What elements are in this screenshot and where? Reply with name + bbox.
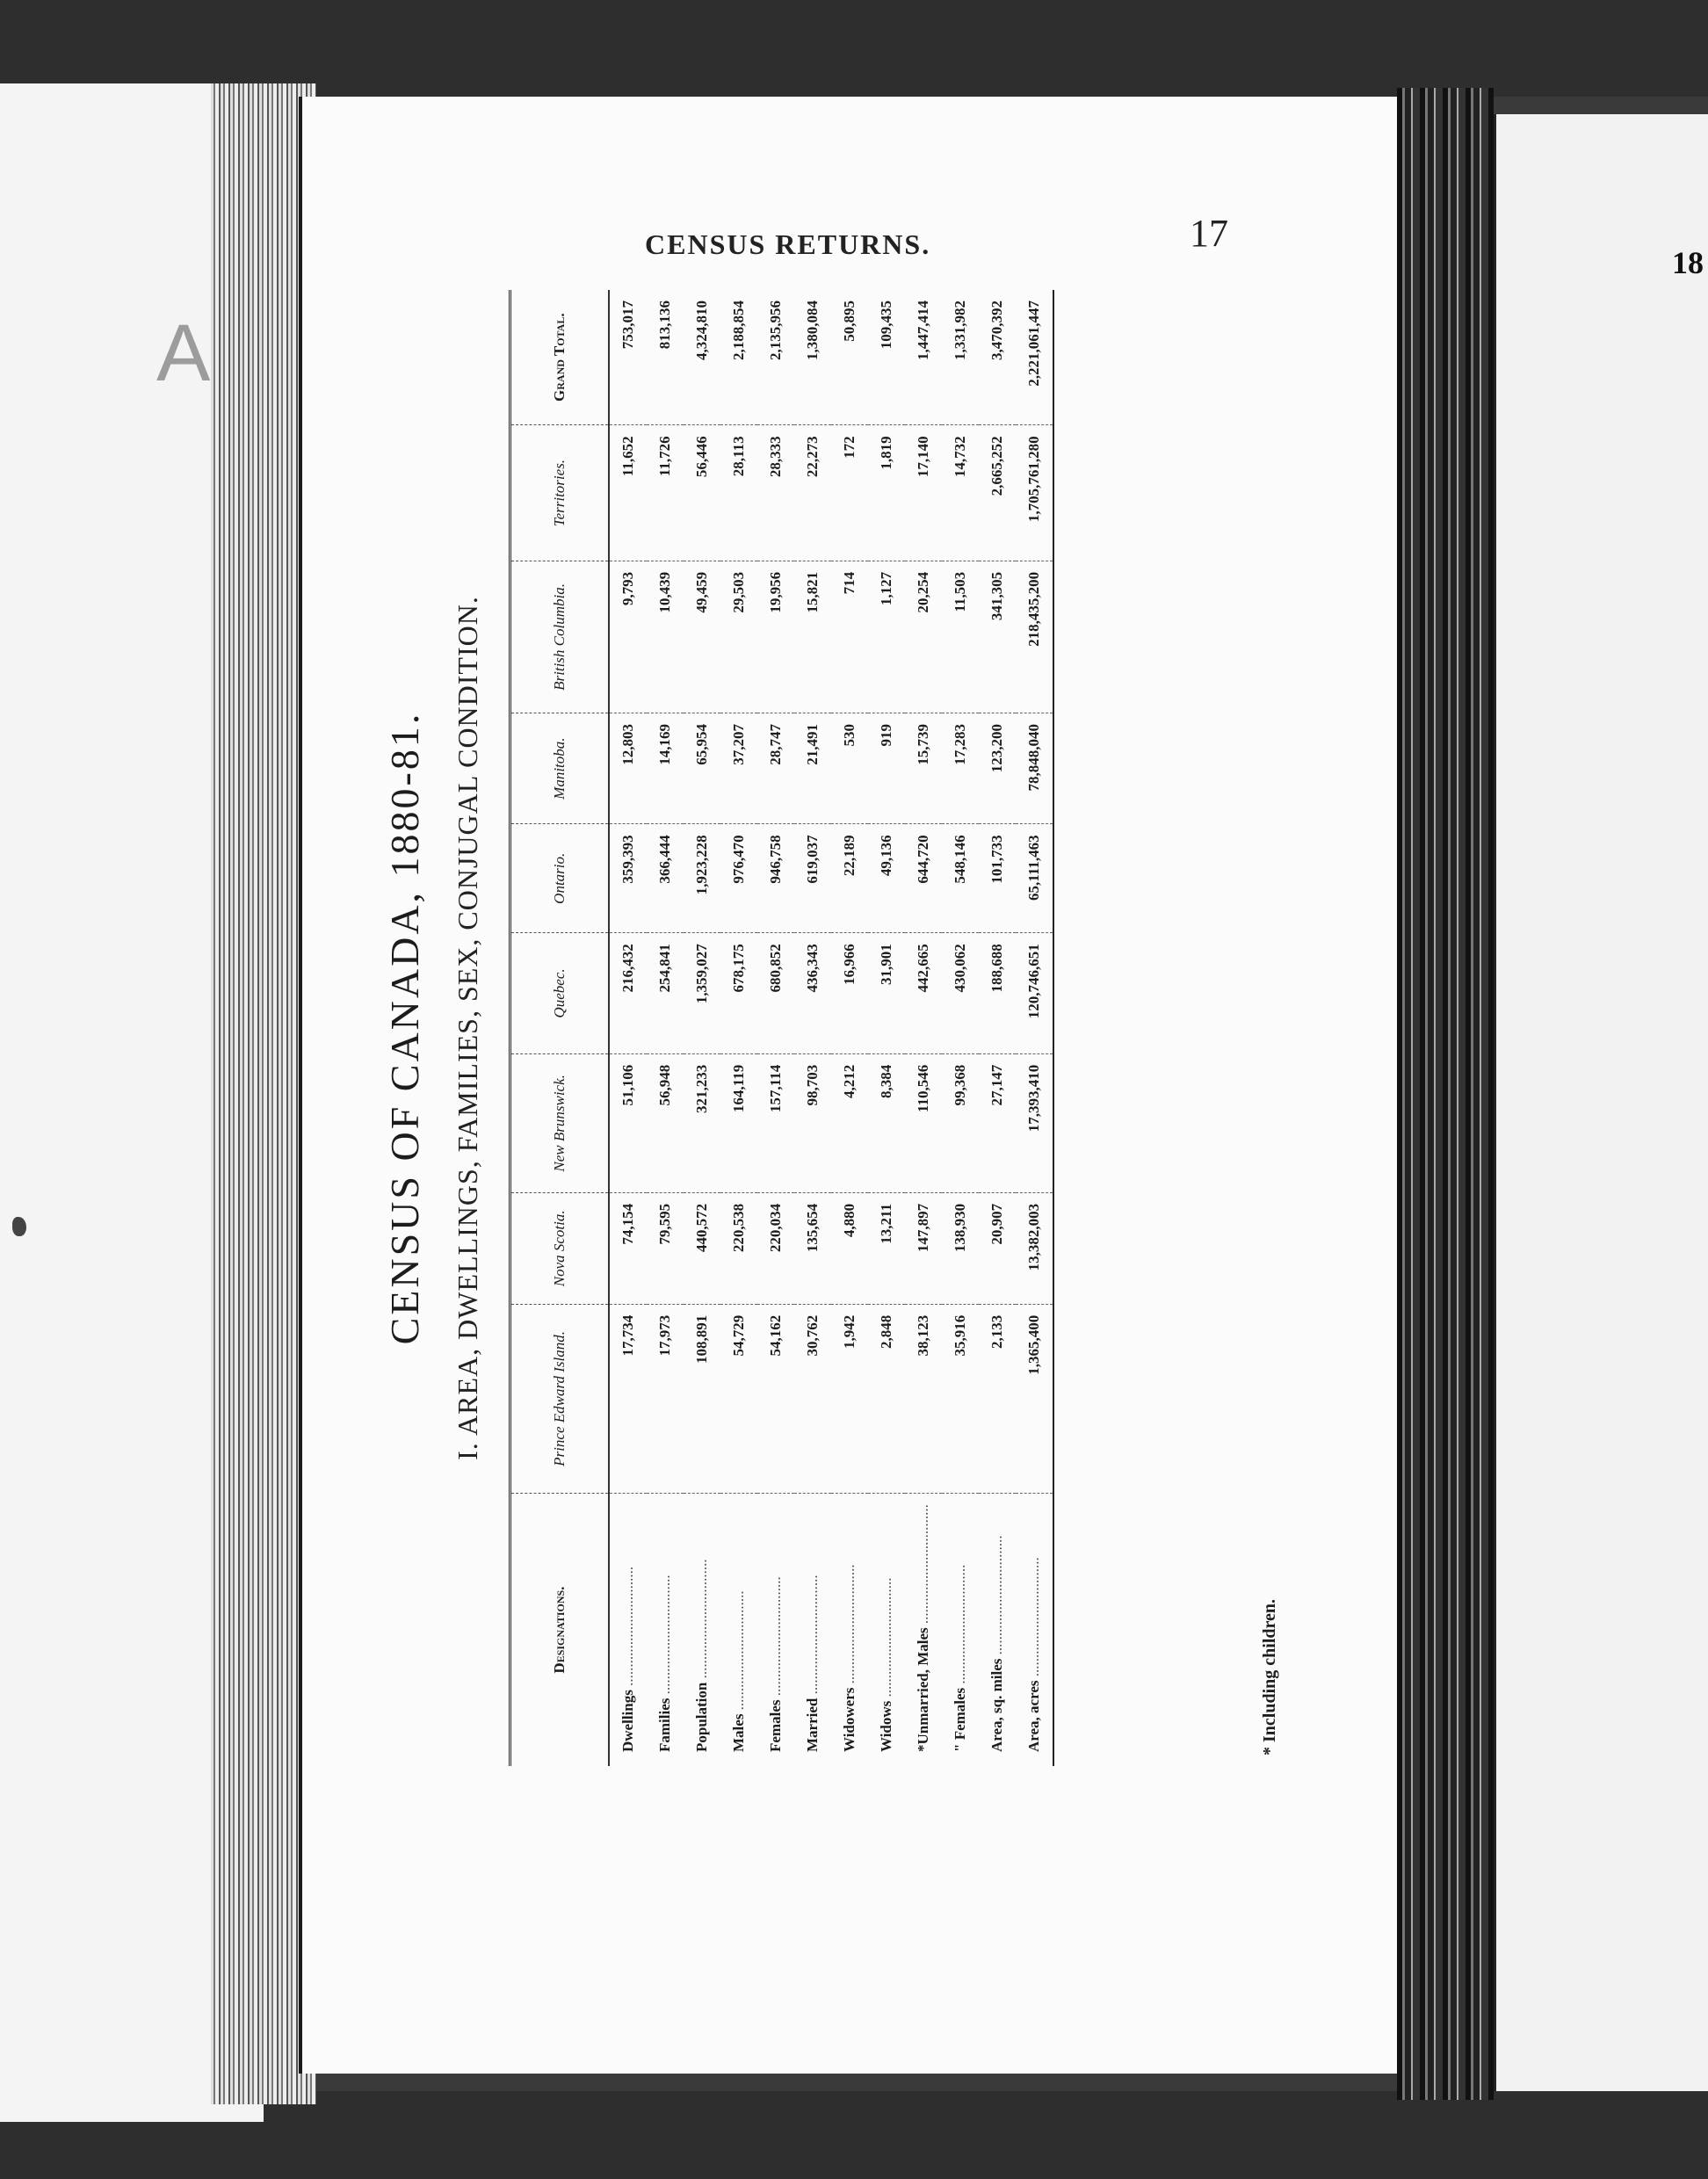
table-row [609, 290, 647, 1766]
table-cell: 220,538 [720, 1192, 757, 1304]
table-cell: 37,207 [720, 713, 757, 823]
table-cell: 78,848,040 [1016, 713, 1053, 823]
table-cell: 120,746,651 [1016, 933, 1053, 1054]
table-cell: 11,652 [609, 425, 647, 561]
table-cell: 2,133 [979, 1304, 1016, 1493]
column-header: Manitoba. [510, 713, 610, 823]
row-label: *Unmarried, Males ..... [905, 1494, 942, 1766]
table-cell: 21,491 [794, 713, 831, 823]
table-cell: 341,305 [979, 561, 1016, 713]
table-cell: 2,135,956 [757, 290, 794, 425]
table-cell: 548,146 [942, 824, 979, 933]
table-cell: 29,503 [720, 561, 757, 713]
table-cell: 22,273 [794, 425, 831, 561]
table-cell: 530 [831, 713, 868, 823]
table-cell: 1,942 [831, 1304, 868, 1493]
table-cell: 220,034 [757, 1192, 794, 1304]
row-label: Widows ..... [868, 1494, 905, 1766]
row-label: Area, acres ..... [1016, 1494, 1053, 1766]
table-cell: 56,948 [647, 1053, 684, 1192]
table-cell: 74,154 [609, 1192, 647, 1304]
table-cell: 619,037 [794, 824, 831, 933]
table-cell: 3,470,392 [979, 290, 1016, 425]
table-row [942, 290, 979, 1766]
rotated-census-table-block [364, 290, 1400, 1766]
ink-blot [12, 1217, 26, 1236]
table-cell: 164,119 [720, 1053, 757, 1192]
table-cell: 4,324,810 [684, 290, 720, 425]
table-cell: 4,212 [831, 1053, 868, 1192]
table-cell: 442,665 [905, 933, 942, 1054]
table-cell: 813,136 [647, 290, 684, 425]
running-head: CENSUS RETURNS. [645, 228, 931, 260]
row-label: Females ..... [757, 1494, 794, 1766]
table-cell: 56,446 [684, 425, 720, 561]
table-cell: 27,147 [979, 1053, 1016, 1192]
book-spine [1397, 88, 1494, 2100]
table-cell: 108,891 [684, 1304, 720, 1493]
table-cell: 1,923,228 [684, 824, 720, 933]
table-row [905, 290, 942, 1766]
table-cell: 2,665,252 [979, 425, 1016, 561]
table-cell: 13,382,003 [1016, 1192, 1053, 1304]
table-row [794, 290, 831, 1766]
table-cell: 14,169 [647, 713, 684, 823]
table-cell: 8,384 [868, 1053, 905, 1192]
table-cell: 10,439 [647, 561, 684, 713]
table-cell: 28,333 [757, 425, 794, 561]
row-label: Dwellings ..... [609, 1494, 647, 1766]
pencil-mark: A [156, 308, 211, 398]
table-cell: 680,852 [757, 933, 794, 1054]
footnote: * Including children. [1260, 1598, 1279, 1756]
table-cell: 35,916 [942, 1304, 979, 1493]
table-cell: 157,114 [757, 1053, 794, 1192]
table-cell: 19,956 [757, 561, 794, 713]
table-cell: 54,729 [720, 1304, 757, 1493]
column-header: Prince Edward Island. [510, 1304, 610, 1493]
table-cell: 50,895 [831, 290, 868, 425]
column-header: Territories. [510, 425, 610, 561]
table-cell: 13,211 [868, 1192, 905, 1304]
table-cell: 188,688 [979, 933, 1016, 1054]
table-subtitle: I. AREA, DWELLINGS, FAMILIES, SEX, CONJUGAL CONDITION. [452, 596, 483, 1460]
table-cell: 1,365,400 [1016, 1304, 1053, 1493]
page-number: 17 [1190, 212, 1228, 255]
table-cell: 218,435,200 [1016, 561, 1053, 713]
table-row [647, 290, 684, 1766]
backdrop-top [0, 0, 1708, 97]
table-cell: 17,393,410 [1016, 1053, 1053, 1192]
table-cell: 359,393 [609, 824, 647, 933]
table-cell: 147,897 [905, 1192, 942, 1304]
table-cell: 65,954 [684, 713, 720, 823]
table-cell: 15,739 [905, 713, 942, 823]
table-cell: 11,726 [647, 425, 684, 561]
table-cell: 946,758 [757, 824, 794, 933]
table-cell: 172 [831, 425, 868, 561]
table-cell: 98,703 [794, 1053, 831, 1192]
table-cell: 1,380,084 [794, 290, 831, 425]
table-cell: 28,747 [757, 713, 794, 823]
table-row [831, 290, 868, 1766]
column-header: Designations. [510, 1494, 610, 1766]
table-cell: 2,221,061,447 [1016, 290, 1053, 425]
table-cell: 1,127 [868, 561, 905, 713]
table-cell: 216,432 [609, 933, 647, 1054]
table-cell: 430,062 [942, 933, 979, 1054]
table-cell: 644,720 [905, 824, 942, 933]
table-cell: 9,793 [609, 561, 647, 713]
table-cell: 17,734 [609, 1304, 647, 1493]
table-cell: 1,331,982 [942, 290, 979, 425]
row-label: Area, sq. miles ..... [979, 1494, 1016, 1766]
table-cell: 54,162 [757, 1304, 794, 1493]
table-cell: 138,930 [942, 1192, 979, 1304]
table-cell: 30,762 [794, 1304, 831, 1493]
table-cell: 678,175 [720, 933, 757, 1054]
table-cell: 366,444 [647, 824, 684, 933]
next-page [1494, 114, 1708, 2091]
table-row [1016, 290, 1053, 1766]
column-header: British Columbia. [510, 561, 610, 713]
row-label: " Females ..... [942, 1494, 979, 1766]
table-cell: 16,966 [831, 933, 868, 1054]
table-cell: 101,733 [979, 824, 1016, 933]
table-cell: 714 [831, 561, 868, 713]
row-label: Males ..... [720, 1494, 757, 1766]
table-row [684, 290, 720, 1766]
census-table [509, 290, 1054, 1766]
row-label: Families ..... [647, 1494, 684, 1766]
table-cell: 123,200 [979, 713, 1016, 823]
column-header: Nova Scotia. [510, 1192, 610, 1304]
column-header: Ontario. [510, 824, 610, 933]
next-page-number: 18 [1672, 245, 1704, 280]
column-header: Quebec. [510, 933, 610, 1054]
table-cell: 436,343 [794, 933, 831, 1054]
table-cell: 2,188,854 [720, 290, 757, 425]
table-cell: 1,819 [868, 425, 905, 561]
table-cell: 1,705,761,280 [1016, 425, 1053, 561]
table-cell: 12,803 [609, 713, 647, 823]
table-cell: 17,283 [942, 713, 979, 823]
book-page [299, 97, 1416, 2074]
column-header: Grand Total. [510, 290, 610, 425]
table-cell: 51,106 [609, 1053, 647, 1192]
table-cell: 753,017 [609, 290, 647, 425]
table-row [757, 290, 794, 1766]
table-cell: 135,654 [794, 1192, 831, 1304]
table-cell: 49,459 [684, 561, 720, 713]
table-cell: 22,189 [831, 824, 868, 933]
table-cell: 1,447,414 [905, 290, 942, 425]
table-cell: 976,470 [720, 824, 757, 933]
table-cell: 254,841 [647, 933, 684, 1054]
table-cell: 31,901 [868, 933, 905, 1054]
table-cell: 11,503 [942, 561, 979, 713]
table-row [979, 290, 1016, 1766]
table-cell: 65,111,463 [1016, 824, 1053, 933]
row-label: Married ..... [794, 1494, 831, 1766]
table-cell: 2,848 [868, 1304, 905, 1493]
table-cell: 17,140 [905, 425, 942, 561]
table-cell: 38,123 [905, 1304, 942, 1493]
table-cell: 14,732 [942, 425, 979, 561]
table-cell: 17,973 [647, 1304, 684, 1493]
table-title: CENSUS OF CANADA, 1880-81. [382, 711, 427, 1345]
table-cell: 110,546 [905, 1053, 942, 1192]
table-cell: 99,368 [942, 1053, 979, 1192]
table-cell: 440,572 [684, 1192, 720, 1304]
table-cell: 79,595 [647, 1192, 684, 1304]
row-label: Population ..... [684, 1494, 720, 1766]
column-header: New Brunswick. [510, 1053, 610, 1192]
table-cell: 321,233 [684, 1053, 720, 1192]
row-label: Widowers ..... [831, 1494, 868, 1766]
table-cell: 1,359,027 [684, 933, 720, 1054]
table-cell: 15,821 [794, 561, 831, 713]
table-cell: 28,113 [720, 425, 757, 561]
header-row [510, 290, 610, 1766]
table-row [720, 290, 757, 1766]
table-cell: 20,907 [979, 1192, 1016, 1304]
table-cell: 109,435 [868, 290, 905, 425]
table-cell: 49,136 [868, 824, 905, 933]
table-cell: 4,880 [831, 1192, 868, 1304]
table-row [868, 290, 905, 1766]
table-cell: 20,254 [905, 561, 942, 713]
table-cell: 919 [868, 713, 905, 823]
